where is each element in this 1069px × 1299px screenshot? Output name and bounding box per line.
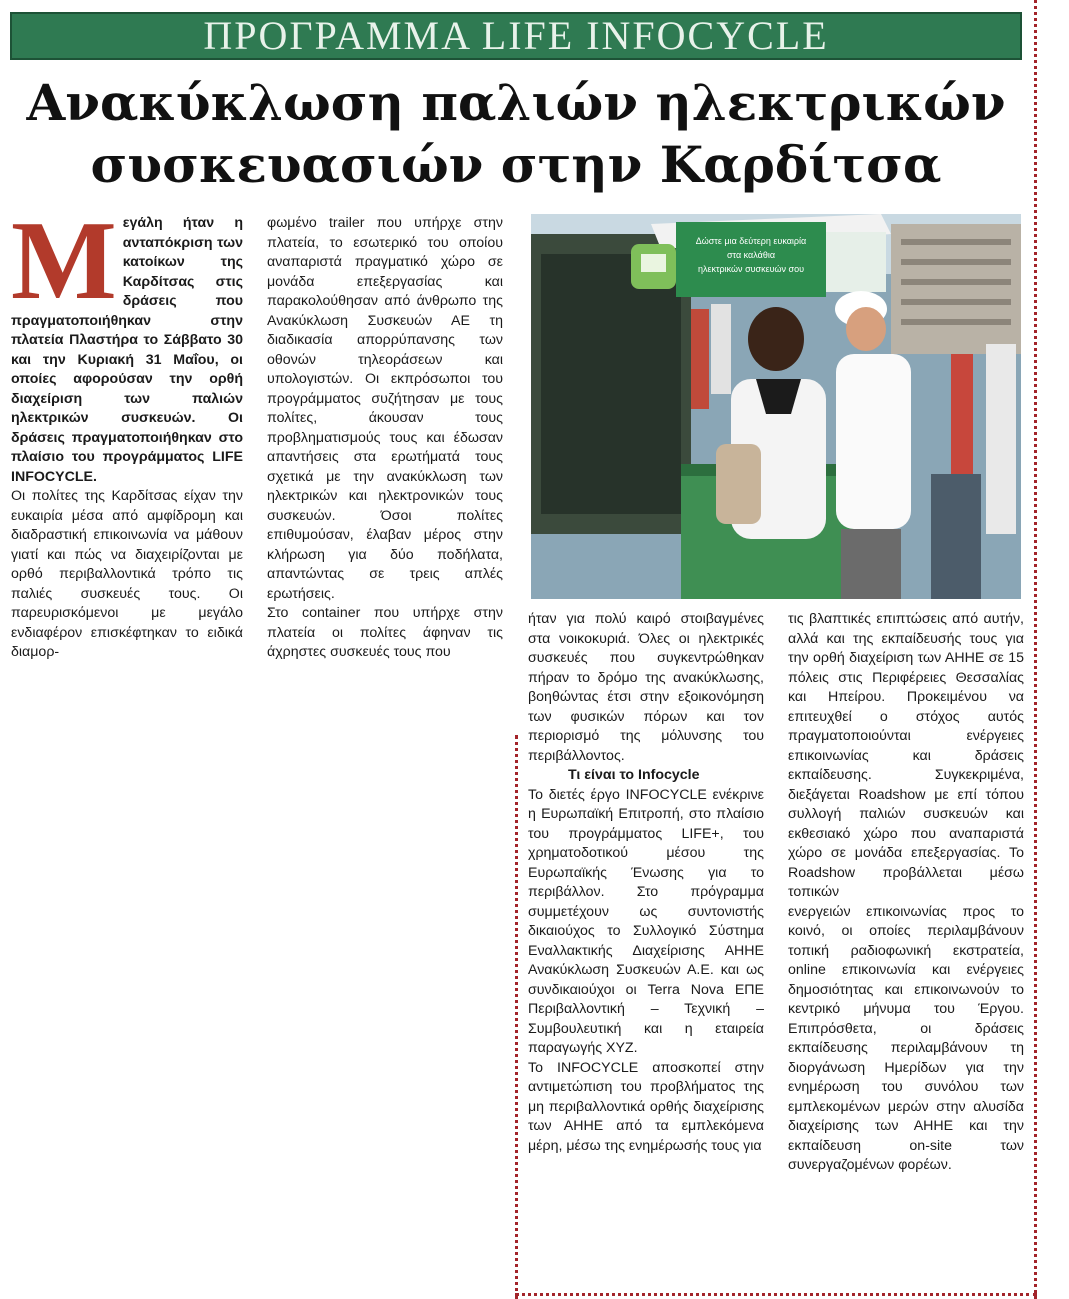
lead-sentence-2: Οι δράσεις πραγματοποιήθηκαν στο πλαίσιο του προγράμματος LIFE INFOCYCLE.	[11, 410, 243, 485]
lead-sentence-1: εγάλη ήταν η ανταπόκριση των κατοίκων της Καρδίτσας στις δράσεις που πραγματοποιήθηκαν στην πλατεία Πλαστήρα το Σάββατο 30 και την Κυριακή 31 Μαΐου, οι οποίες αφορούσαν την ορθή διαχείριση των παλιών ηλεκτρικών συσκευών.	[11, 215, 243, 426]
sign-text-2: στα καλάθια	[726, 250, 776, 260]
article-headline	[10, 72, 1022, 196]
event-photo	[531, 214, 1021, 599]
headline-line-1: Ανακύκλωση παλιών ηλεκτρικών	[26, 73, 1006, 132]
body-paragraph: Το διετές έργο INFOCYCLE ενέκρινε η Ευρωπαϊκή Επιτροπή, στο πλαίσιο του προγράμματος LIFE+, του χρηματοδοτικού μέσου της Ευρωπαϊκής Ένωσης για το περιβάλλον. Στο πρόγραμμα συμμετέχουν ως συντονιστής δικαιούχος το Συλλογικό Σύστημα Εναλλακτικής Διαχείρισης ΑΗΗΕ Ανακύκλωση Συσκευών Α.Ε. και ως συνδικαιούχοι οι Terra Nova ΕΠΕ Περιβαλλοντική – Τεχνική – Συμβουλευτική και η εταιρεία παραγωγής XYZ.	[528, 786, 764, 1056]
dotted-border-left-lower	[515, 735, 518, 1299]
body-paragraph: Οι πολίτες της Καρδίτσας είχαν την ευκαιρία μέσα από αμφίδρομη και διαδραστική επικοινωνία να μάθουν γιατί και πώς να διαχειρίζονται με ορθό περιβαλλοντικά τρόπο τις παλιές συσκευές τους. Οι παρευρισκόμενοι με μεγάλο ενδιαφέρον επισκέφτηκαν το ειδικά διαμορ-	[11, 488, 243, 660]
body-paragraph: ήταν για πολύ καιρό στοιβαγμένες στα νοικοκυριά. Όλες οι ηλεκτρικές συσκευές που συγκεντρώθηκαν πήραν το δρόμο της ανακύκλωσης, βοηθώντας έτσι στην εξοικονόμηση των φυσικών πόρων και τον περιορισμό της μόλυνσης του περιβάλλοντος.	[528, 611, 764, 764]
sign-text-1: Δώστε μια δεύτερη ευκαιρία	[695, 236, 807, 246]
body-paragraph: ενεργειών επικοινωνίας προς το κοινό, οι οποίες περιλαμβάνουν τοπική ραδιοφωνική εκστρατεία, online επικοινωνία και ενέργειες δημοσιότητας και επικοινωνούν το κεντρικό μήνυμα του Έργου. Επιπρόσθετα, οι δράσεις εκπαίδευσης περιλαμβάνουν τη διοργάνωση Ημερίδων για την ενημέρωση του συνόλου των εμπλεκομένων μερών στην αλυσίδα διαχείρισης των ΑΗΗΕ και την εκπαίδευση on-site των συνεργαζομένων φορέων.	[788, 903, 1024, 1173]
body-paragraph: Το INFOCYCLE αποσκοπεί στην αντιμετώπιση του προβλήματος της μη περιβαλλοντικά ορθής διαχείρισης των ΑΗΗΕ από τα εμπλεκόμενα μέρη, μέσω της ενημέρωσής τους για	[528, 1059, 764, 1154]
article-column-4	[788, 610, 1024, 1176]
drop-cap: Μ	[11, 199, 117, 323]
dotted-border-bottom	[515, 1293, 1037, 1296]
body-paragraph: τις βλαπτικές επιπτώσεις από αυτήν, αλλά και της εκπαίδευσής τους για την ορθή διαχείριση των ΑΗΗΕ σε 15 πόλεις στις Περιφέρειες Θεσσαλίας και Ηπείρου. Προκειμένου να επιτευχθεί ο στόχος αυτός πραγματοποιούνται ενέργειες επικοινωνίας και δράσεις εκπαίδευσης. Συγκεκριμένα, διεξάγεται Roadshow με επί τόπου συλλογή παλιών συσκευών και εκθεσιακό χώρο που αναπαριστά χώρο σε μονάδα επεξεργασίας. Το Roadshow προβάλλεται μέσω τοπικών	[788, 611, 1024, 900]
article-column-3	[528, 610, 764, 1156]
dotted-border-right	[1034, 0, 1037, 1299]
section-banner	[10, 12, 1022, 60]
event-photo-image	[531, 214, 1021, 599]
article-column-1	[11, 199, 243, 663]
body-paragraph: φωμένο trailer που υπήρχε στην πλατεία, το εσωτερικό του οποίου αναπαριστά πραγματικό χώρο σε μονάδα επεξεργασίας και παρακολούθησαν από άνθρωπο της Ανακύκλωση Συσκευών ΑΕ τη διαδικασία απορρύπανσης των οθονών τηλεοράσεων και υπολογιστών. Οι εκπρόσωποι του προγράμματος συζήτησαν με τους πολίτες, άκουσαν τους προβληματισμούς τους και έδωσαν απαντήσεις στα ερωτήματά τους σχετικά με την ανακύκλωση των ηλεκτρικών και ηλεκτρονικών τους συσκευών. Όσοι πολίτες επιθυμούσαν, έλαβαν μέρος στην κλήρωση για δύο ποδήλατα, απαντώντας σε τρεις απλές ερωτήσεις.	[267, 215, 503, 602]
banner-title: ΠΡΟΓΡΑΜΜΑ LIFE INFOCYCLE	[203, 13, 829, 58]
body-paragraph: Στο container που υπήρχε στην πλατεία οι πολίτες άφηναν τις άχρηστες συσκευές τους που	[267, 605, 503, 660]
sign-text-3: ηλεκτρικών συσκευών σου	[697, 264, 805, 274]
section-subheading: Τι είναι το Infocycle	[568, 767, 700, 783]
headline-line-2: συσκευασιών στην Καρδίτσα	[90, 135, 942, 194]
article-column-2	[267, 214, 503, 663]
